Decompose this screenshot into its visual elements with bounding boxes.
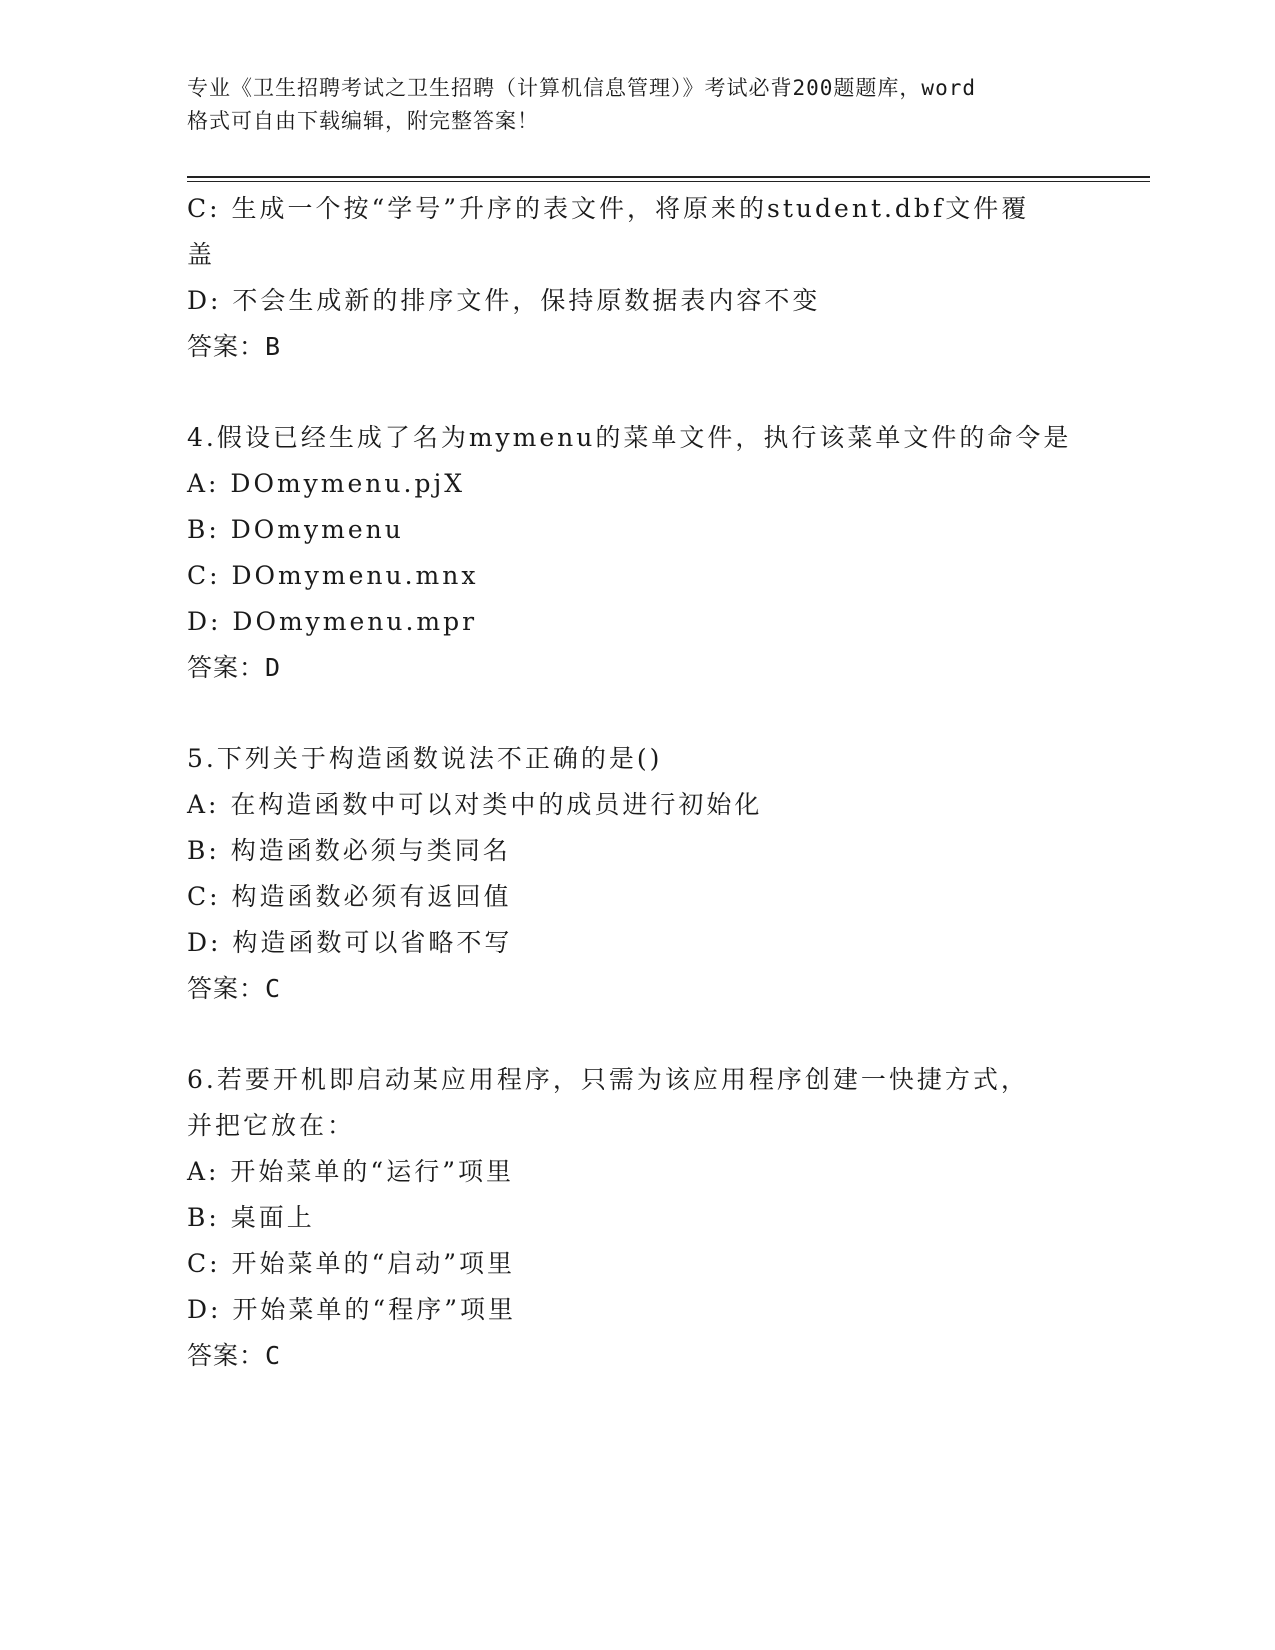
- option-d: D: 开始菜单的“程序”项里: [187, 1295, 516, 1324]
- question-stem: 6.若要开机即启动某应用程序，只需为该应用程序创建一快捷方式，: [187, 1065, 1029, 1094]
- option-d: D: 不会生成新的排序文件，保持原数据表内容不变: [187, 286, 821, 315]
- answer-line: 答案：C: [187, 974, 282, 1003]
- question-stem: 4.假设已经生成了名为mymenu的菜单文件，执行该菜单文件的命令是: [187, 423, 1072, 452]
- header-divider-thin: [187, 181, 1150, 182]
- option-b: B: 构造函数必须与类同名: [187, 836, 511, 865]
- option-a: A: 开始菜单的“运行”项里: [187, 1157, 514, 1186]
- option-d: D: DOmymenu.mpr: [187, 607, 478, 636]
- question-stem-continued: 并把它放在：: [187, 1111, 356, 1140]
- option-c: C: DOmymenu.mnx: [187, 561, 479, 590]
- option-c: C: 开始菜单的“启动”项里: [187, 1249, 516, 1278]
- spacer: [187, 370, 1087, 415]
- option-d: D: 构造函数可以省略不写: [187, 928, 513, 957]
- document-header: [187, 72, 1087, 138]
- header-divider-thick: [187, 176, 1150, 178]
- question-stem: 5.下列关于构造函数说法不正确的是(): [187, 744, 663, 773]
- question-fragment: [187, 186, 1087, 370]
- option-c: C: 构造函数必须有返回值: [187, 882, 512, 911]
- answer-line: 答案：C: [187, 1341, 282, 1370]
- option-c: C: 生成一个按“学号”升序的表文件，将原来的student.dbf文件覆: [187, 194, 1030, 223]
- question-6: [187, 1057, 1087, 1379]
- header-line-1: 专业《卫生招聘考试之卫生招聘（计算机信息管理）》考试必背200题题库，word: [187, 76, 976, 100]
- answer-line: 答案：B: [187, 332, 282, 361]
- option-a: A: DOmymenu.pjX: [187, 469, 465, 498]
- header-line-2: 格式可自由下载编辑，附完整答案！: [187, 109, 539, 133]
- answer-line: 答案：D: [187, 653, 282, 682]
- spacer: [187, 691, 1087, 736]
- option-b: B: DOmymenu: [187, 515, 404, 544]
- option-b: B: 桌面上: [187, 1203, 315, 1232]
- question-5: [187, 736, 1087, 1012]
- option-c-continued: 盖: [187, 240, 216, 269]
- question-4: [187, 415, 1087, 691]
- option-a: A: 在构造函数中可以对类中的成员进行初始化: [187, 790, 763, 819]
- spacer: [187, 1012, 1087, 1057]
- question-list: [187, 186, 1087, 1379]
